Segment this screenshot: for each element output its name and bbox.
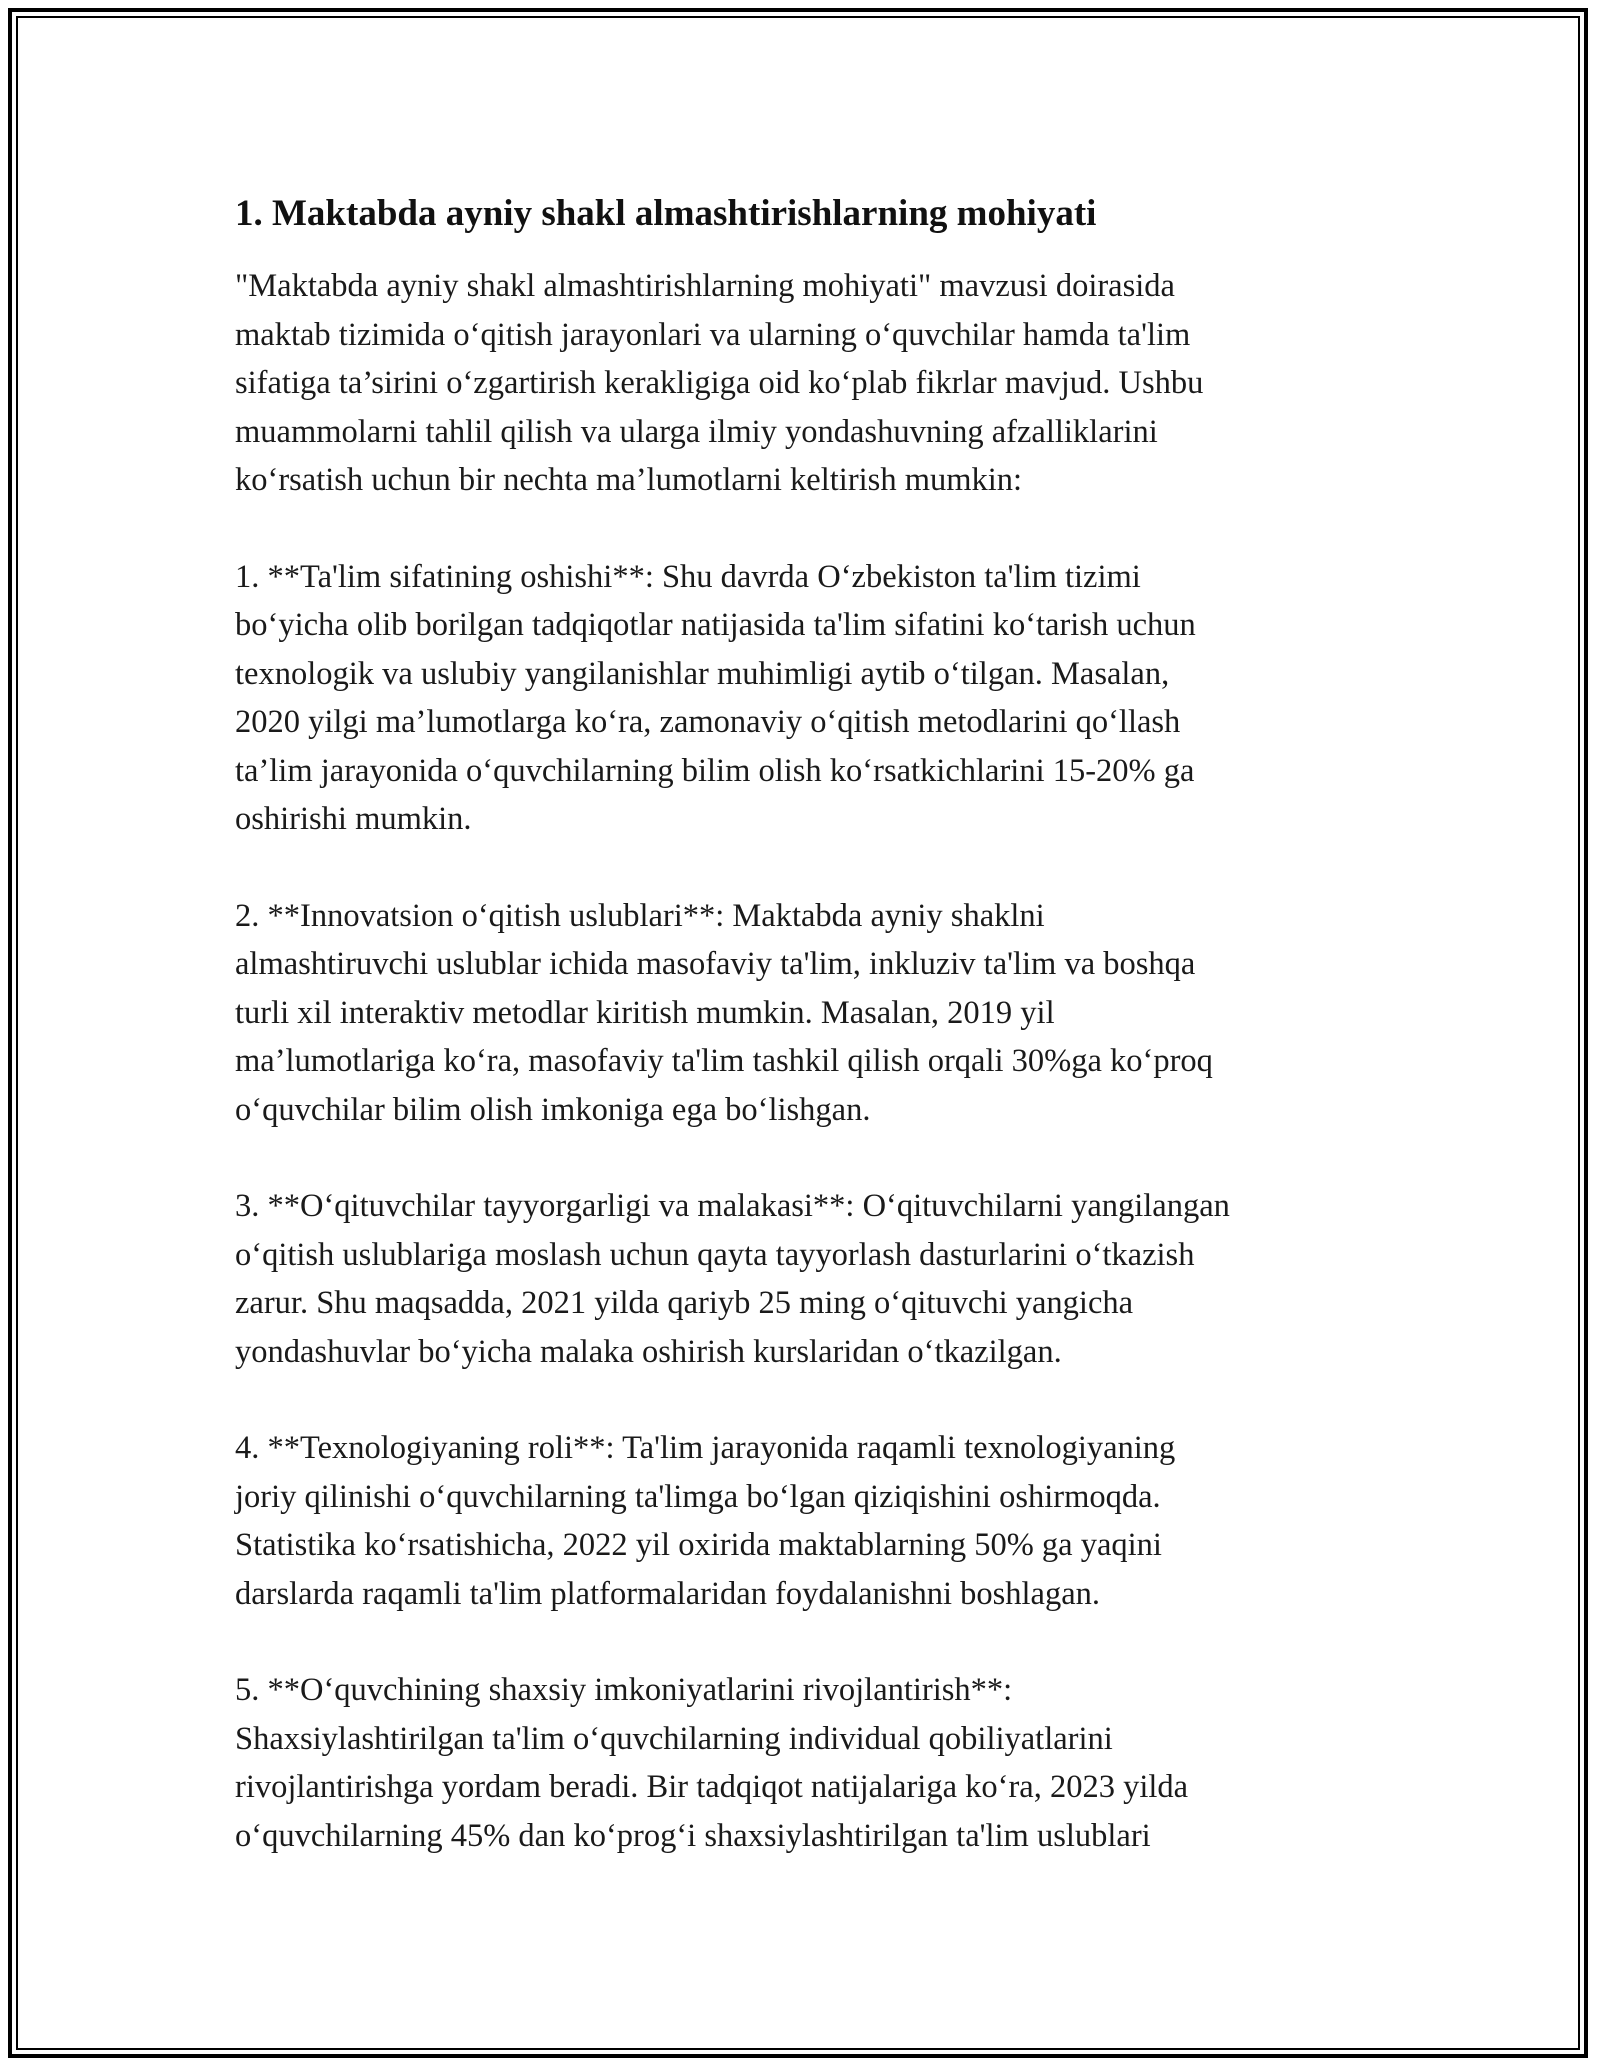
paragraph-item-4 (235, 1424, 1375, 1618)
text-line: darslarda raqamli ta'lim platformalaridan foydalanishni boshlagan. (235, 1575, 1101, 1612)
text-line: ma’lumotlariga ko‘ra, masofaviy ta'lim tashkil qilish orqali 30%ga ko‘proq (235, 1043, 1213, 1079)
text-line: 4. **Texnologiyaning roli**: Ta'lim jarayonida raqamli texnologiyaning (235, 1430, 1176, 1466)
text-line: bo‘yicha olib borilgan tadqiqotlar natijasida ta'lim sifatini ko‘tarish uchun (235, 607, 1196, 643)
text-line: ko‘rsatish uchun bir nechta ma’lumotlarni keltirish mumkin: (235, 462, 1023, 498)
text-line: rivojlantirishga yordam beradi. Bir tadqiqot natijalariga ko‘ra, 2023 yilda (235, 1769, 1189, 1805)
document-title: 1. Maktabda ayniy shakl almashtirishlarning mohiyati (235, 193, 1097, 234)
text-line: zarur. Shu maqsadda, 2021 yilda qariyb 25 ming o‘qituvchi yangicha (235, 1285, 1134, 1321)
paragraph-item-5 (235, 1666, 1375, 1860)
text-line: Shaxsiylashtirilgan ta'lim o‘quvchilarning individual qobiliyatlarini (235, 1720, 1113, 1757)
text-line: 3. **O‘qituvchilar tayyorgarligi va malakasi**: O‘qituvchilarni yangilangan (235, 1188, 1230, 1224)
document-body (235, 186, 1375, 1908)
text-line: oshirishi mumkin. (235, 801, 472, 837)
text-line: o‘quvchilar bilim olish imkoniga ega bo‘lishgan. (235, 1091, 871, 1128)
text-line: 2. **Innovatsion o‘qitish uslublari**: Maktabda ayniy shaklni (235, 897, 1045, 934)
text-line: almashtiruvchi uslublar ichida masofaviy ta'lim, inkluziv ta'lim va boshqa (235, 946, 1196, 982)
text-line: 5. **O‘quvchining shaxsiy imkoniyatlarini rivojlantirish**: (235, 1672, 1013, 1708)
text-line: maktab tizimida o‘qitish jarayonlari va ularning o‘quvchilar hamda ta'lim (235, 316, 1191, 353)
text-line: Statistika ko‘rsatishicha, 2022 yil oxirida maktablarning 50% ga yaqini (235, 1527, 1162, 1563)
text-line: o‘quvchilarning 45% dan ko‘prog‘i shaxsiylashtirilgan ta'lim uslublari (235, 1817, 1151, 1854)
text-line: joriy qilinishi o‘quvchilarning ta'limga bo‘lgan qiziqishini oshirmoqda. (235, 1478, 1161, 1515)
paragraph-item-3 (235, 1182, 1375, 1376)
text-line: 2020 yilgi ma’lumotlarga ko‘ra, zamonaviy o‘qitish metodlarini qo‘llash (235, 704, 1181, 740)
text-line: turli xil interaktiv metodlar kiritish mumkin. Masalan, 2019 yil (235, 994, 1055, 1031)
text-line: 1. **Ta'lim sifatining oshishi**: Shu davrda O‘zbekiston ta'lim tizimi (235, 558, 1141, 595)
text-line: o‘qitish uslublariga moslash uchun qayta tayyorlash dasturlarini o‘tkazish (235, 1236, 1195, 1273)
text-line: muammolarni tahlil qilish va ularga ilmiy yondashuvning afzalliklarini (235, 413, 1158, 450)
text-line: yondashuvlar bo‘yicha malaka oshirish kurslaridan o‘tkazilgan. (235, 1333, 1062, 1370)
text-line: texnologik va uslubiy yangilanishlar muhimligi aytib o‘tilgan. Masalan, (235, 655, 1170, 692)
paragraph-item-2 (235, 892, 1375, 1135)
paragraph-item-1 (235, 553, 1375, 844)
paragraph-intro (235, 262, 1375, 505)
text-line: "Maktabda ayniy shakl almashtirishlarning mohiyati" mavzusi doirasida (235, 268, 1175, 304)
text-line: ta’lim jarayonida o‘quvchilarning bilim olish ko‘rsatkichlarini 15-20% ga (235, 752, 1195, 789)
text-line: sifatiga ta’sirini o‘zgartirish kerakligiga oid ko‘plab fikrlar mavjud. Ushbu (235, 365, 1204, 401)
